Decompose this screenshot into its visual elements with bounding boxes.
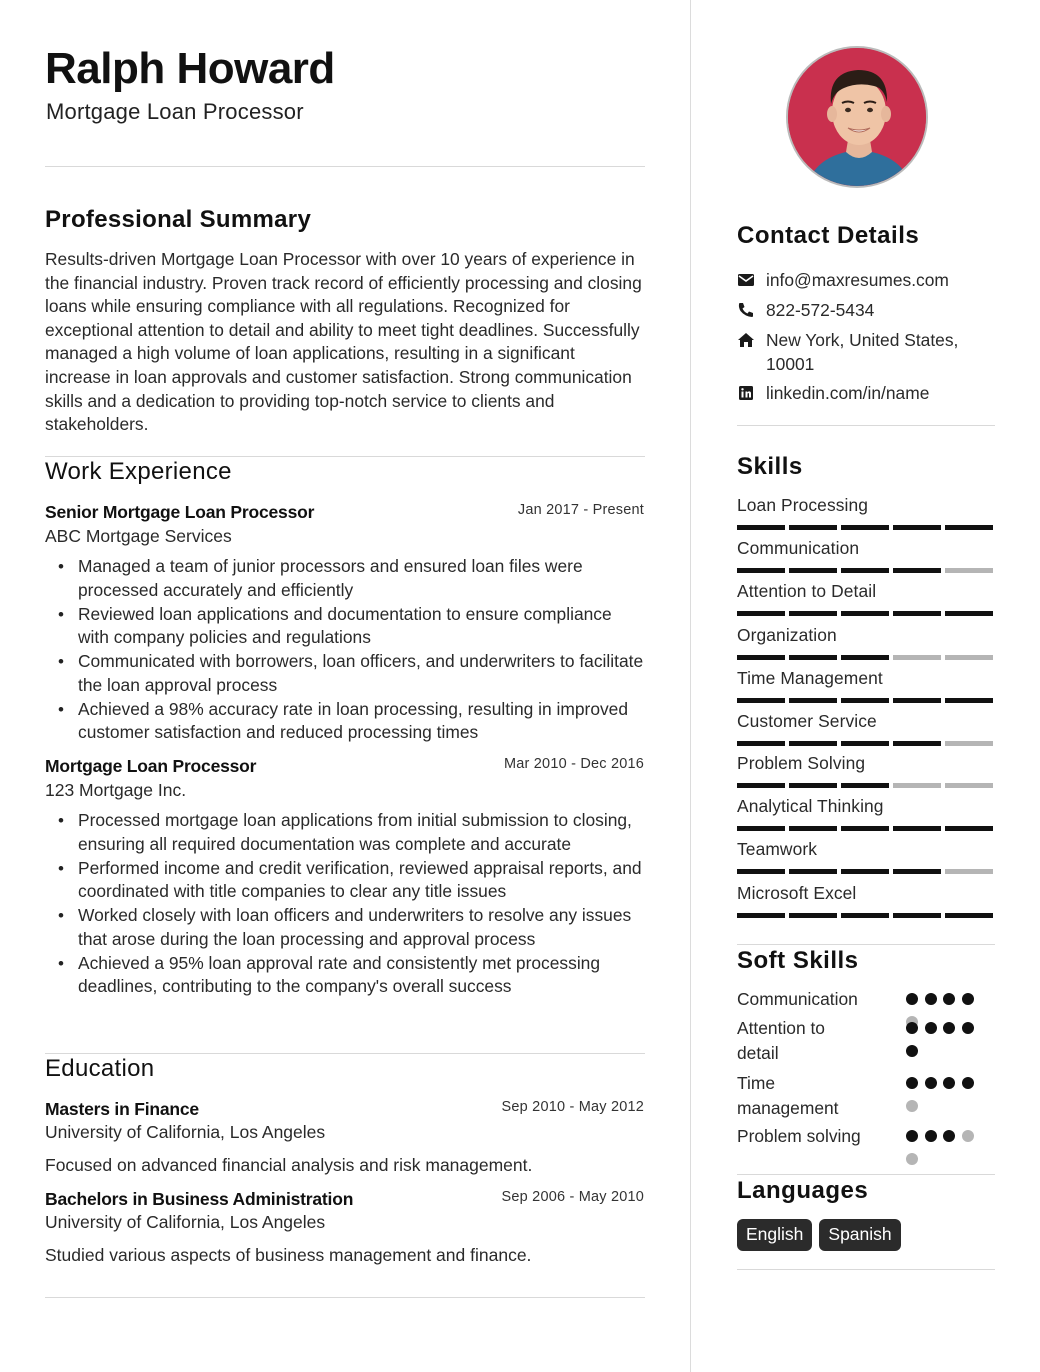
skill-level-segment — [789, 913, 837, 918]
skill-label: Analytical Thinking — [737, 796, 884, 816]
skill-level-segment — [893, 783, 941, 788]
rating-dot — [925, 1077, 937, 1089]
skill-level-segment — [945, 869, 993, 874]
education-entry — [45, 1099, 645, 1176]
skill-level-segment — [893, 611, 941, 616]
languages-list — [737, 1219, 901, 1251]
skill-level-segment — [737, 525, 785, 530]
skill-level-bar — [737, 869, 995, 874]
skill-label: Communication — [737, 538, 860, 558]
contact-address-row — [737, 328, 995, 376]
candidate-title: Mortgage Loan Processor — [46, 99, 304, 124]
rating-dot — [906, 1077, 918, 1089]
skill-level-segment — [841, 869, 889, 874]
skill-row — [737, 495, 995, 530]
skill-level-segment — [789, 783, 837, 788]
skill-level-segment — [737, 611, 785, 616]
contact-list — [737, 268, 995, 405]
soft-skill-label: Attention to detail — [737, 1018, 825, 1063]
skill-level-segment — [893, 655, 941, 660]
summary-divider — [45, 456, 645, 457]
skill-level-segment — [841, 741, 889, 746]
skill-level-segment — [893, 698, 941, 703]
bullet-item: • Processed mortgage loan applications from initial submission to closing, ensuring all required documentation was complete and accurate — [45, 809, 645, 856]
skill-level-bar — [737, 525, 995, 530]
skill-level-segment — [737, 869, 785, 874]
language-badge: English — [737, 1219, 812, 1251]
skill-level-segment — [841, 826, 889, 831]
profile-photo — [786, 46, 928, 188]
skill-level-segment — [789, 698, 837, 703]
job-company: ABC Mortgage Services — [45, 526, 232, 546]
soft-skill-label: Problem solving — [737, 1126, 861, 1146]
skill-level-segment — [945, 826, 993, 831]
skill-level-bar — [737, 783, 995, 788]
education-description: Focused on advanced financial analysis and risk management. — [45, 1155, 533, 1175]
experience-divider — [45, 1053, 645, 1054]
rating-dot — [906, 1045, 918, 1057]
skill-level-segment — [737, 655, 785, 660]
contact-email-row[interactable] — [737, 268, 995, 292]
education-school: University of California, Los Angeles — [45, 1212, 326, 1232]
skill-label: Teamwork — [737, 839, 818, 859]
skill-level-segment — [737, 741, 785, 746]
job-entry — [45, 502, 645, 745]
skill-row — [737, 883, 995, 918]
bullet-item: • Worked closely with loan officers and underwriters to resolve any issues that arose during the loan processing and approval process — [45, 904, 645, 951]
rating-dot — [962, 1022, 974, 1034]
skill-level-segment — [893, 525, 941, 530]
skill-row — [737, 796, 995, 831]
soft-skill-row — [737, 1016, 995, 1066]
contact-heading: Contact Details — [737, 222, 920, 249]
contact-phone[interactable]: 822-572-5434 — [766, 300, 875, 320]
skill-label: Time Management — [737, 668, 883, 688]
skill-level-segment — [789, 869, 837, 874]
education-degree: Masters in Finance — [45, 1099, 199, 1119]
skill-level-segment — [789, 826, 837, 831]
bullet-item: • Managed a team of junior processors and ensured loan files were processed accurately and efficiently — [45, 555, 645, 602]
soft-skill-row — [737, 1071, 995, 1121]
header-divider — [45, 166, 645, 167]
soft-skill-label: Time management — [737, 1073, 839, 1118]
skill-level-segment — [737, 826, 785, 831]
soft-skill-rating — [906, 1130, 986, 1176]
envelope-icon — [737, 272, 755, 288]
skill-row — [737, 625, 995, 660]
skill-level-bar — [737, 913, 995, 918]
rating-dot — [962, 993, 974, 1005]
skill-level-bar — [737, 568, 995, 573]
skill-row — [737, 839, 995, 874]
skill-level-segment — [789, 741, 837, 746]
contact-address-line1: New York, United States, — [766, 330, 959, 350]
education-dates: Sep 2006 - May 2010 — [501, 1189, 644, 1205]
skill-level-segment — [841, 655, 889, 660]
skill-level-segment — [841, 783, 889, 788]
rating-dot — [906, 993, 918, 1005]
skill-level-segment — [945, 568, 993, 573]
job-dates: Mar 2010 - Dec 2016 — [503, 756, 644, 772]
skill-level-segment — [893, 826, 941, 831]
soft-skill-rating — [906, 1022, 986, 1068]
education-school: University of California, Los Angeles — [45, 1122, 326, 1142]
education-entry — [45, 1189, 645, 1266]
skill-level-segment — [945, 698, 993, 703]
skill-level-segment — [841, 568, 889, 573]
skill-level-segment — [841, 611, 889, 616]
skill-level-segment — [841, 698, 889, 703]
candidate-name: Ralph Howard — [45, 44, 335, 93]
contact-linkedin-row[interactable] — [737, 381, 995, 405]
skill-row — [737, 753, 995, 788]
skill-row — [737, 581, 995, 616]
contact-phone-row[interactable] — [737, 298, 995, 322]
job-bullets — [45, 555, 645, 745]
soft-skills-divider — [737, 1174, 995, 1175]
education-degree: Bachelors in Business Administration — [45, 1189, 354, 1209]
avatar-illustration — [788, 48, 928, 188]
skill-level-segment — [789, 568, 837, 573]
contact-linkedin[interactable]: linkedin.com/in/name — [766, 383, 930, 403]
skill-level-segment — [893, 568, 941, 573]
skill-label: Customer Service — [737, 711, 877, 731]
bullet-item: • Communicated with borrowers, loan officers, and underwriters to facilitate the loan approval process — [45, 650, 645, 697]
job-dates: Jan 2017 - Present — [517, 502, 644, 518]
skill-level-segment — [841, 525, 889, 530]
rating-dot — [925, 1130, 937, 1142]
skill-label: Microsoft Excel — [737, 883, 857, 903]
education-description: Studied various aspects of business management and finance. — [45, 1245, 532, 1265]
bullet-item: • Achieved a 98% accuracy rate in loan processing, resulting in improved customer satisfaction and reduced processing times — [45, 698, 645, 745]
job-title: Senior Mortgage Loan Processor — [45, 502, 315, 522]
rating-dot — [925, 993, 937, 1005]
summary-heading: Professional Summary — [45, 206, 312, 233]
contact-address-line2: 10001 — [766, 354, 815, 374]
skill-level-segment — [945, 611, 993, 616]
skill-level-segment — [737, 913, 785, 918]
bullet-item: • Achieved a 95% loan approval rate and consistently met processing deadlines, contributing to the company's overall success — [45, 952, 645, 999]
education-dates: Sep 2010 - May 2012 — [501, 1099, 644, 1115]
soft-skills-heading: Soft Skills — [737, 947, 859, 974]
column-divider — [690, 0, 691, 1372]
rating-dot — [962, 1130, 974, 1142]
rating-dot — [943, 1022, 955, 1034]
bullet-item: • Reviewed loan applications and documentation to ensure compliance with company policies and regulations — [45, 603, 645, 650]
soft-skill-label: Communication — [737, 989, 858, 1009]
job-title: Mortgage Loan Processor — [45, 756, 257, 776]
skill-level-segment — [945, 655, 993, 660]
job-bullets — [45, 809, 645, 999]
footer-divider — [45, 1297, 645, 1298]
experience-heading: Work Experience — [45, 458, 232, 485]
rating-dot — [906, 1130, 918, 1142]
skill-level-segment — [789, 611, 837, 616]
job-company: 123 Mortgage Inc. — [45, 780, 187, 800]
skill-level-segment — [893, 869, 941, 874]
skill-level-segment — [841, 913, 889, 918]
skill-level-bar — [737, 611, 995, 616]
skill-level-segment — [737, 698, 785, 703]
language-badge: Spanish — [819, 1219, 900, 1251]
skill-level-bar — [737, 741, 995, 746]
rating-dot — [906, 1100, 918, 1112]
skill-level-segment — [945, 783, 993, 788]
skill-label: Problem Solving — [737, 753, 866, 773]
rating-dot — [906, 1022, 918, 1034]
skill-label: Loan Processing — [737, 495, 869, 515]
linkedin-icon — [737, 385, 755, 401]
skills-divider — [737, 944, 995, 945]
skill-level-segment — [893, 741, 941, 746]
contact-divider — [737, 425, 995, 426]
skill-level-segment — [737, 783, 785, 788]
soft-skill-row — [737, 987, 995, 1012]
rating-dot — [906, 1153, 918, 1165]
soft-skill-rating — [906, 1077, 986, 1123]
home-icon — [737, 332, 755, 348]
job-entry — [45, 756, 645, 999]
rating-dot — [943, 1130, 955, 1142]
skill-level-segment — [945, 913, 993, 918]
contact-email[interactable]: info@maxresumes.com — [766, 270, 949, 290]
skills-heading: Skills — [737, 453, 803, 480]
skill-row — [737, 668, 995, 703]
education-heading: Education — [45, 1055, 155, 1082]
rating-dot — [943, 1077, 955, 1089]
skill-level-segment — [893, 913, 941, 918]
skill-level-bar — [737, 698, 995, 703]
skill-level-bar — [737, 655, 995, 660]
rating-dot — [925, 1022, 937, 1034]
rating-dot — [943, 993, 955, 1005]
skill-row — [737, 711, 995, 746]
summary-text: Results-driven Mortgage Loan Processor with over 10 years of experience in the financial industry. Proven track record of efficiently processing and closing loans while ensuring compliance with all regulations. Recognized for exceptional attention to detail and ability to meet tight deadlines. Successfully managed a high volume of loan applications, resulting in a significant increase in loan approvals and customer satisfaction. Strong communication skills and a dedication to providing top-notch service to clients and stakeholders. — [45, 249, 642, 435]
skill-level-segment — [737, 568, 785, 573]
skill-level-segment — [945, 741, 993, 746]
skill-level-segment — [789, 655, 837, 660]
skill-label: Attention to Detail — [737, 581, 877, 601]
rating-dot — [962, 1077, 974, 1089]
languages-heading: Languages — [737, 1177, 869, 1204]
bullet-item: • Performed income and credit verification, reviewed appraisal reports, and coordinated with title companies to clear any title issues — [45, 857, 645, 904]
soft-skill-row — [737, 1124, 995, 1149]
languages-divider — [737, 1269, 995, 1270]
skill-label: Organization — [737, 625, 837, 645]
skill-level-bar — [737, 826, 995, 831]
skill-level-segment — [789, 525, 837, 530]
phone-icon — [737, 302, 755, 318]
skill-level-segment — [945, 525, 993, 530]
skill-row — [737, 538, 995, 573]
